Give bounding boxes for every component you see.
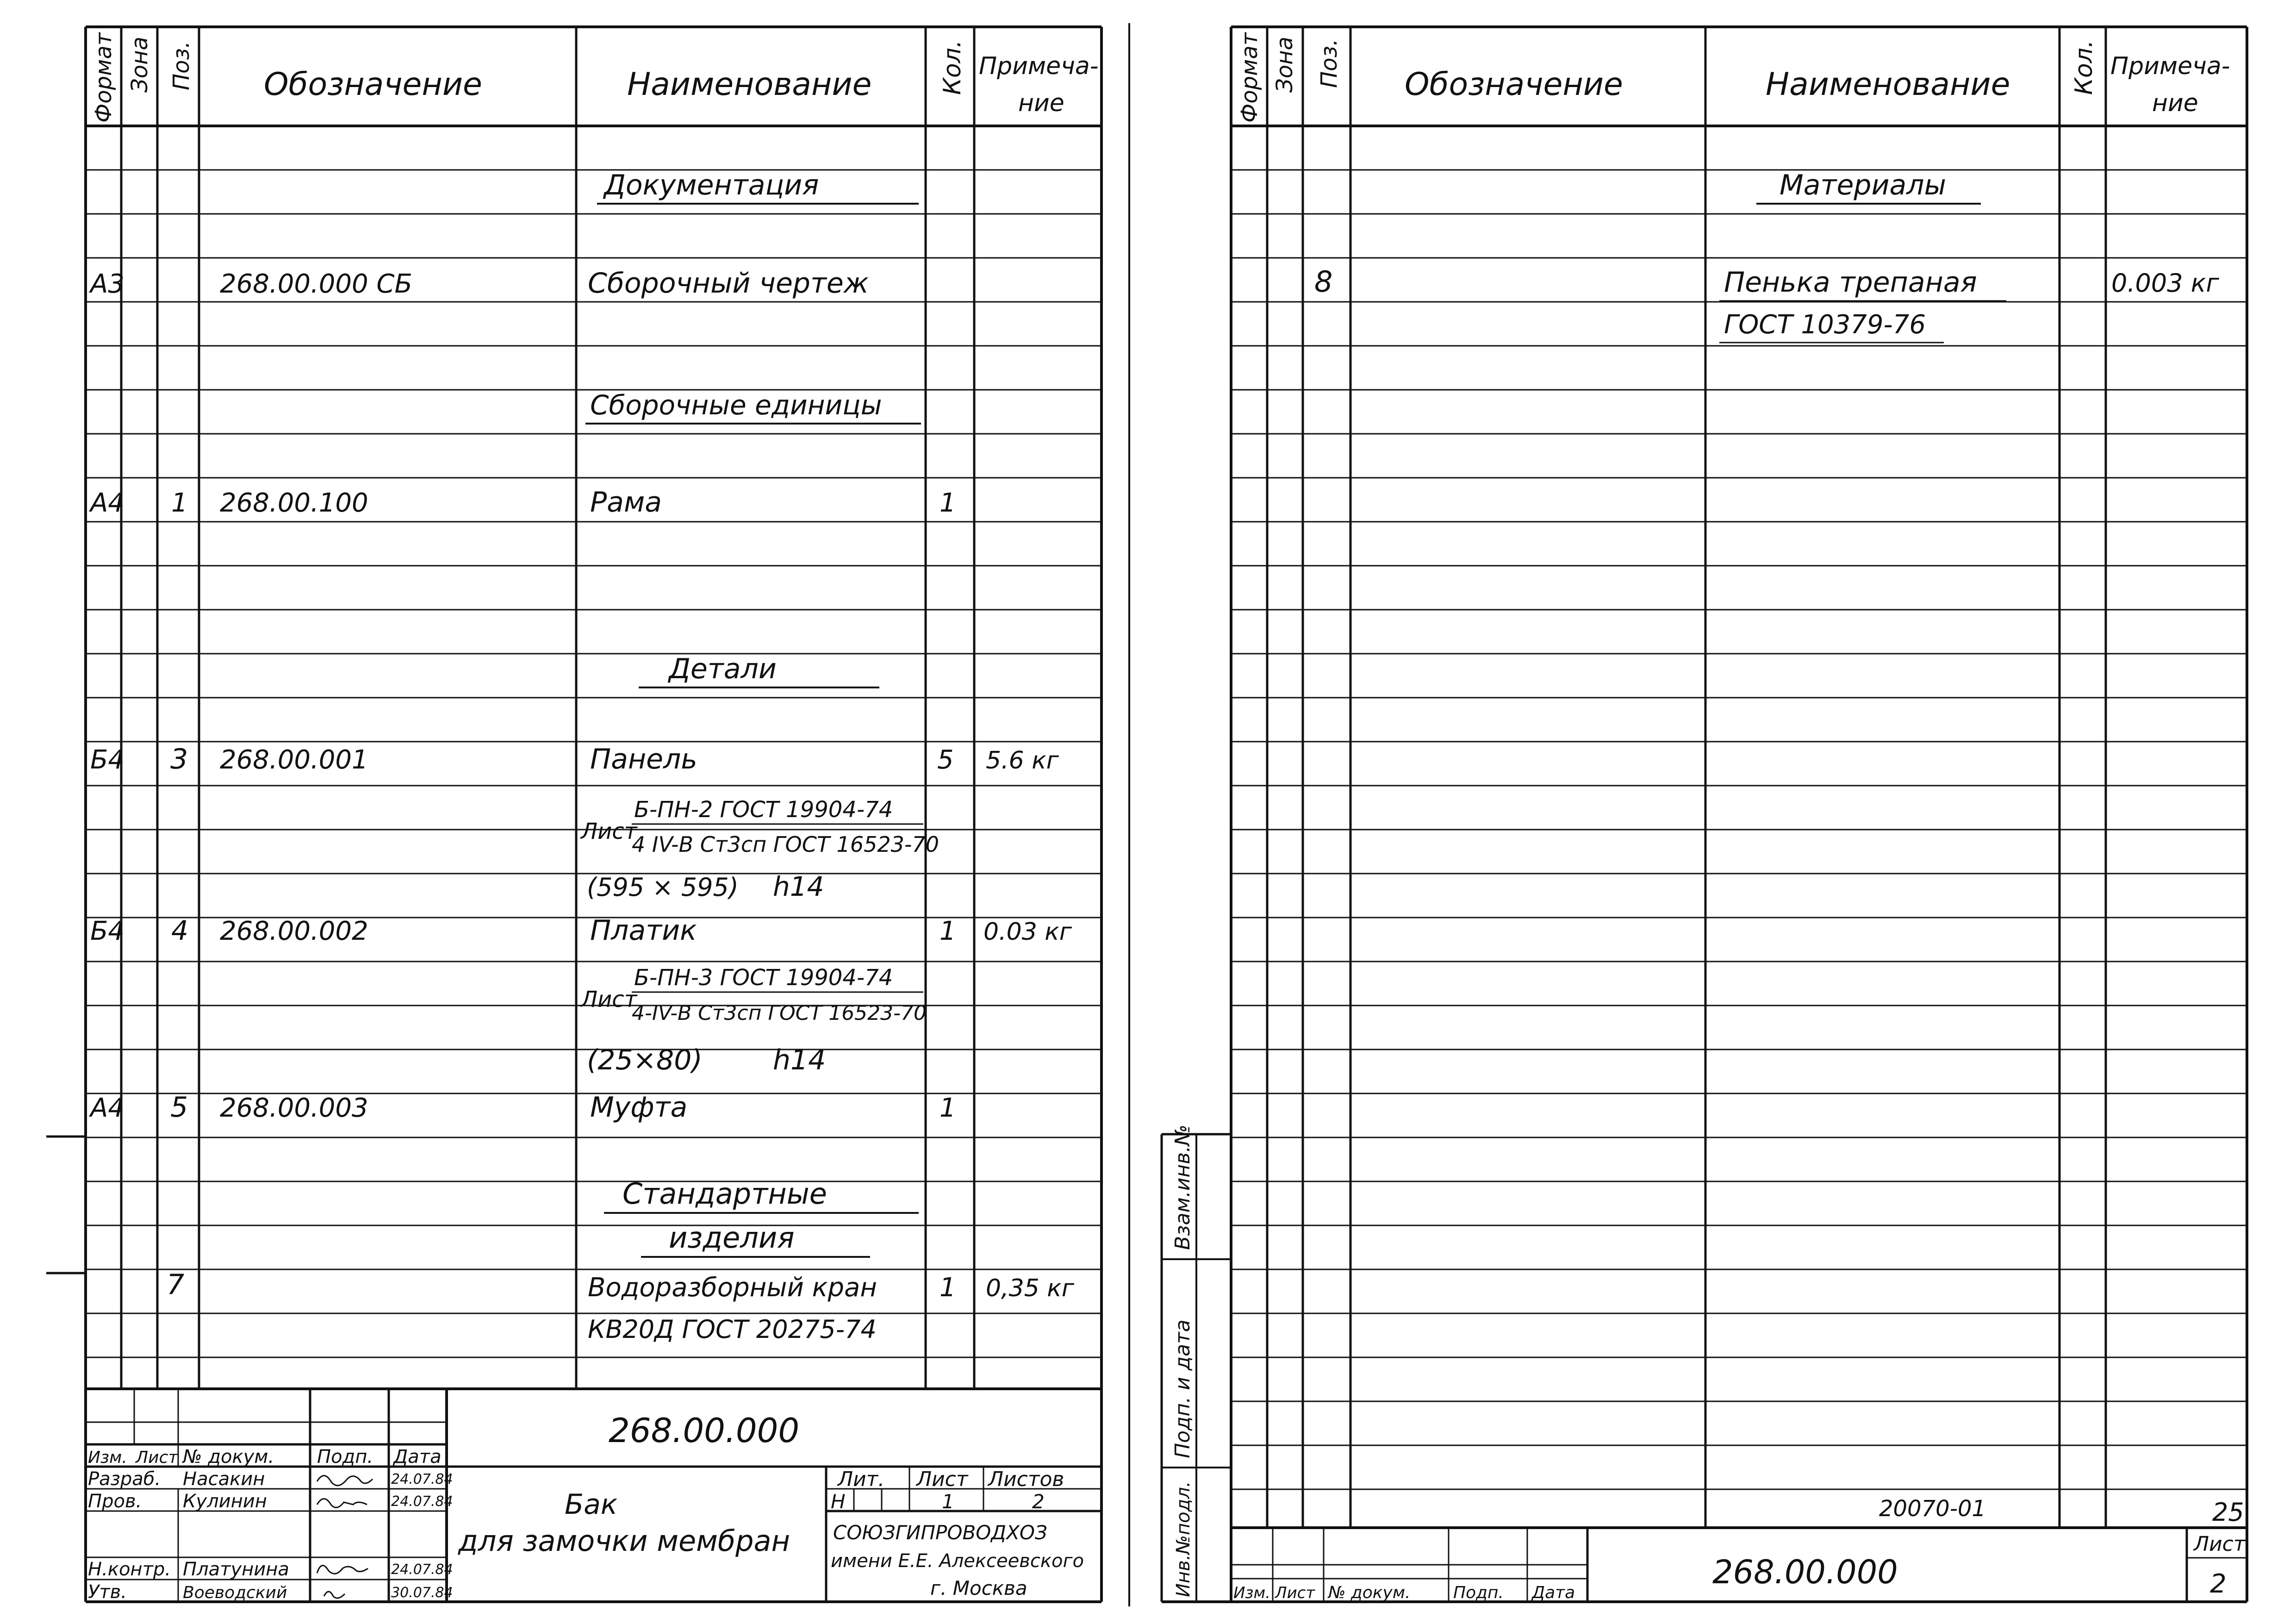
list-label: Лист — [2194, 1532, 2246, 1556]
razrab-date: 24.07.84 — [391, 1471, 453, 1487]
row-qty: 5 — [937, 745, 954, 775]
razrab-name: Насакин — [183, 1468, 265, 1490]
row-name-prefix: Лист — [581, 987, 637, 1012]
header-note-line2: ние — [1018, 89, 1064, 117]
listov-label: Листов — [988, 1468, 1064, 1491]
row-name: Пенька трепаная — [1724, 266, 1977, 299]
header-note-line1: Примеча- — [979, 52, 1099, 80]
col-doc: № докум. — [183, 1446, 274, 1468]
row-format: А3 — [90, 269, 124, 299]
row-name: Сборочный чертеж — [588, 267, 869, 300]
doc-number: 268.00.000 — [609, 1411, 800, 1450]
header-note-line1: Примеча- — [2110, 52, 2230, 80]
row-designation: 268.00.001 — [220, 745, 368, 775]
row-pos: 5 — [170, 1091, 188, 1124]
row-qty: 1 — [940, 916, 956, 946]
page-number: 25 — [2212, 1498, 2244, 1527]
col-list: Лист — [1275, 1584, 1315, 1602]
row-name-top: Б-ПН-2 ГОСТ 19904-74 — [634, 797, 893, 823]
row-note: 0,35 кг — [986, 1274, 1075, 1302]
row-format: А4 — [90, 488, 124, 518]
prov-label: Пров. — [88, 1491, 142, 1512]
row-name-extra: h14 — [773, 1044, 826, 1076]
col-date: Дата — [1532, 1583, 1575, 1602]
row-name: Рама — [590, 486, 662, 518]
nkontr-date: 24.07.84 — [391, 1562, 453, 1578]
listov-value: 2 — [1032, 1490, 1045, 1513]
col-date: Дата — [393, 1446, 442, 1468]
row-format: Б4 — [90, 745, 125, 775]
sheet-2-rows — [1314, 169, 2219, 343]
product-line2: для замочки мембран — [458, 1524, 790, 1558]
row-name: (25×80) — [587, 1044, 703, 1076]
razrab-signature — [317, 1476, 373, 1486]
section-title: Материалы — [1780, 169, 1946, 201]
sheet-2-footer — [1233, 1496, 2246, 1602]
header-pos: Поз. — [1316, 38, 1342, 88]
list-value: 2 — [2210, 1569, 2227, 1599]
utv-name: Воеводский — [183, 1583, 287, 1602]
org-line1: СОЮЗГИПРОВОДХОЗ — [833, 1521, 1047, 1544]
row-format: Б4 — [90, 916, 125, 946]
prov-date: 24.07.84 — [391, 1493, 453, 1510]
utv-date: 30.07.84 — [391, 1585, 453, 1601]
header-zone: Зона — [127, 37, 153, 93]
row-name-prefix: Лист — [581, 818, 637, 844]
stamp-podp-data: Подп. и дата — [1171, 1319, 1195, 1458]
row-qty: 1 — [940, 1093, 956, 1123]
sheet-2-header — [1237, 31, 2230, 123]
nkontr-label: Н.контр. — [88, 1559, 171, 1580]
header-zone: Зона — [1272, 37, 1298, 93]
stamp-inv-podl: Инв.№подл. — [1173, 1481, 1194, 1597]
section-title: Сборочные единицы — [590, 389, 882, 421]
utv-signature — [324, 1592, 345, 1598]
razrab-label: Разраб. — [88, 1468, 161, 1490]
nkontr-signature — [317, 1566, 368, 1574]
row-designation: 268.00.100 — [220, 488, 368, 518]
org-line3: г. Москва — [930, 1577, 1027, 1599]
org-line2: имени Е.Е. Алексеевского — [831, 1550, 1084, 1572]
utv-label: Утв. — [88, 1581, 127, 1603]
row-note: 0.03 кг — [983, 918, 1072, 946]
row-note: 0.003 кг — [2111, 269, 2219, 298]
prov-name: Кулинин — [183, 1491, 267, 1512]
section-title-line2: изделия — [669, 1221, 795, 1255]
list-value: 1 — [942, 1490, 954, 1513]
row-qty: 1 — [940, 1273, 956, 1303]
row-name: Водоразборный кран — [588, 1273, 877, 1303]
sheet-2 — [1162, 27, 2247, 1602]
row-pos: 3 — [170, 743, 188, 775]
lit-label: Лит. — [838, 1468, 885, 1491]
header-qty: Кол. — [2070, 40, 2098, 95]
row-name-bottom: 4 IV-В Ст3сп ГОСТ 16523-70 — [632, 832, 940, 857]
row-name: ГОСТ 10379-76 — [1724, 310, 1926, 340]
col-sign: Подп. — [317, 1446, 373, 1468]
row-pos: 4 — [171, 915, 188, 946]
header-pos: Поз. — [168, 41, 194, 90]
row-name: КВ20Д ГОСТ 20275-74 — [588, 1315, 877, 1344]
row-name: Платик — [590, 914, 697, 947]
list-label: Лист — [916, 1468, 968, 1491]
header-designation: Обозначение — [1405, 66, 1623, 103]
section-title: Стандартные — [622, 1177, 827, 1211]
col-list: Лист — [136, 1448, 178, 1467]
row-designation: 268.00.000 СБ — [220, 269, 412, 299]
row-note: 5.6 кг — [986, 747, 1059, 775]
header-format: Формат — [91, 32, 117, 123]
section-title: Документация — [604, 169, 819, 201]
header-name: Наименование — [1766, 66, 2010, 103]
header-designation: Обозначение — [264, 66, 482, 103]
col-izm: Изм. — [88, 1448, 127, 1467]
row-name: (595 × 595) — [587, 873, 739, 902]
col-sign: Подп. — [1453, 1583, 1504, 1602]
prov-signature — [317, 1499, 367, 1508]
row-pos: 7 — [167, 1268, 185, 1301]
header-format: Формат — [1237, 32, 1263, 123]
col-izm: Изм. — [1233, 1584, 1270, 1602]
row-format: А4 — [90, 1093, 124, 1123]
stamp-vzam-inv: Взам.инв.№ — [1171, 1124, 1195, 1250]
col-doc: № докум. — [1328, 1583, 1411, 1602]
archive-number: 20070-01 — [1879, 1496, 1986, 1522]
row-qty: 1 — [940, 488, 956, 518]
lit-value: Н — [831, 1490, 846, 1513]
header-name: Наименование — [627, 66, 872, 103]
doc-number: 268.00.000 — [1712, 1553, 1898, 1591]
header-qty: Кол. — [939, 40, 966, 95]
side-stamp — [1171, 1124, 1195, 1597]
row-pos: 1 — [171, 488, 188, 518]
row-name-extra: h14 — [773, 871, 824, 902]
row-name-bottom: 4-IV-В Ст3сп ГОСТ 16523-70 — [632, 1001, 927, 1025]
sheet-1-title-block — [88, 1411, 1084, 1603]
product-line1: Бак — [565, 1488, 618, 1521]
section-title: Детали — [669, 653, 777, 685]
row-designation: 268.00.002 — [220, 916, 368, 946]
row-name-top: Б-ПН-3 ГОСТ 19904-74 — [634, 965, 893, 991]
row-name: Панель — [590, 743, 697, 775]
header-note-line2: ние — [2152, 89, 2198, 117]
row-name: Муфта — [590, 1091, 688, 1124]
sheet-1 — [46, 27, 1101, 1602]
row-pos: 8 — [1314, 265, 1333, 299]
nkontr-name: Платунина — [183, 1559, 289, 1580]
sheet-1-header — [91, 31, 1098, 123]
row-designation: 268.00.003 — [220, 1093, 368, 1123]
